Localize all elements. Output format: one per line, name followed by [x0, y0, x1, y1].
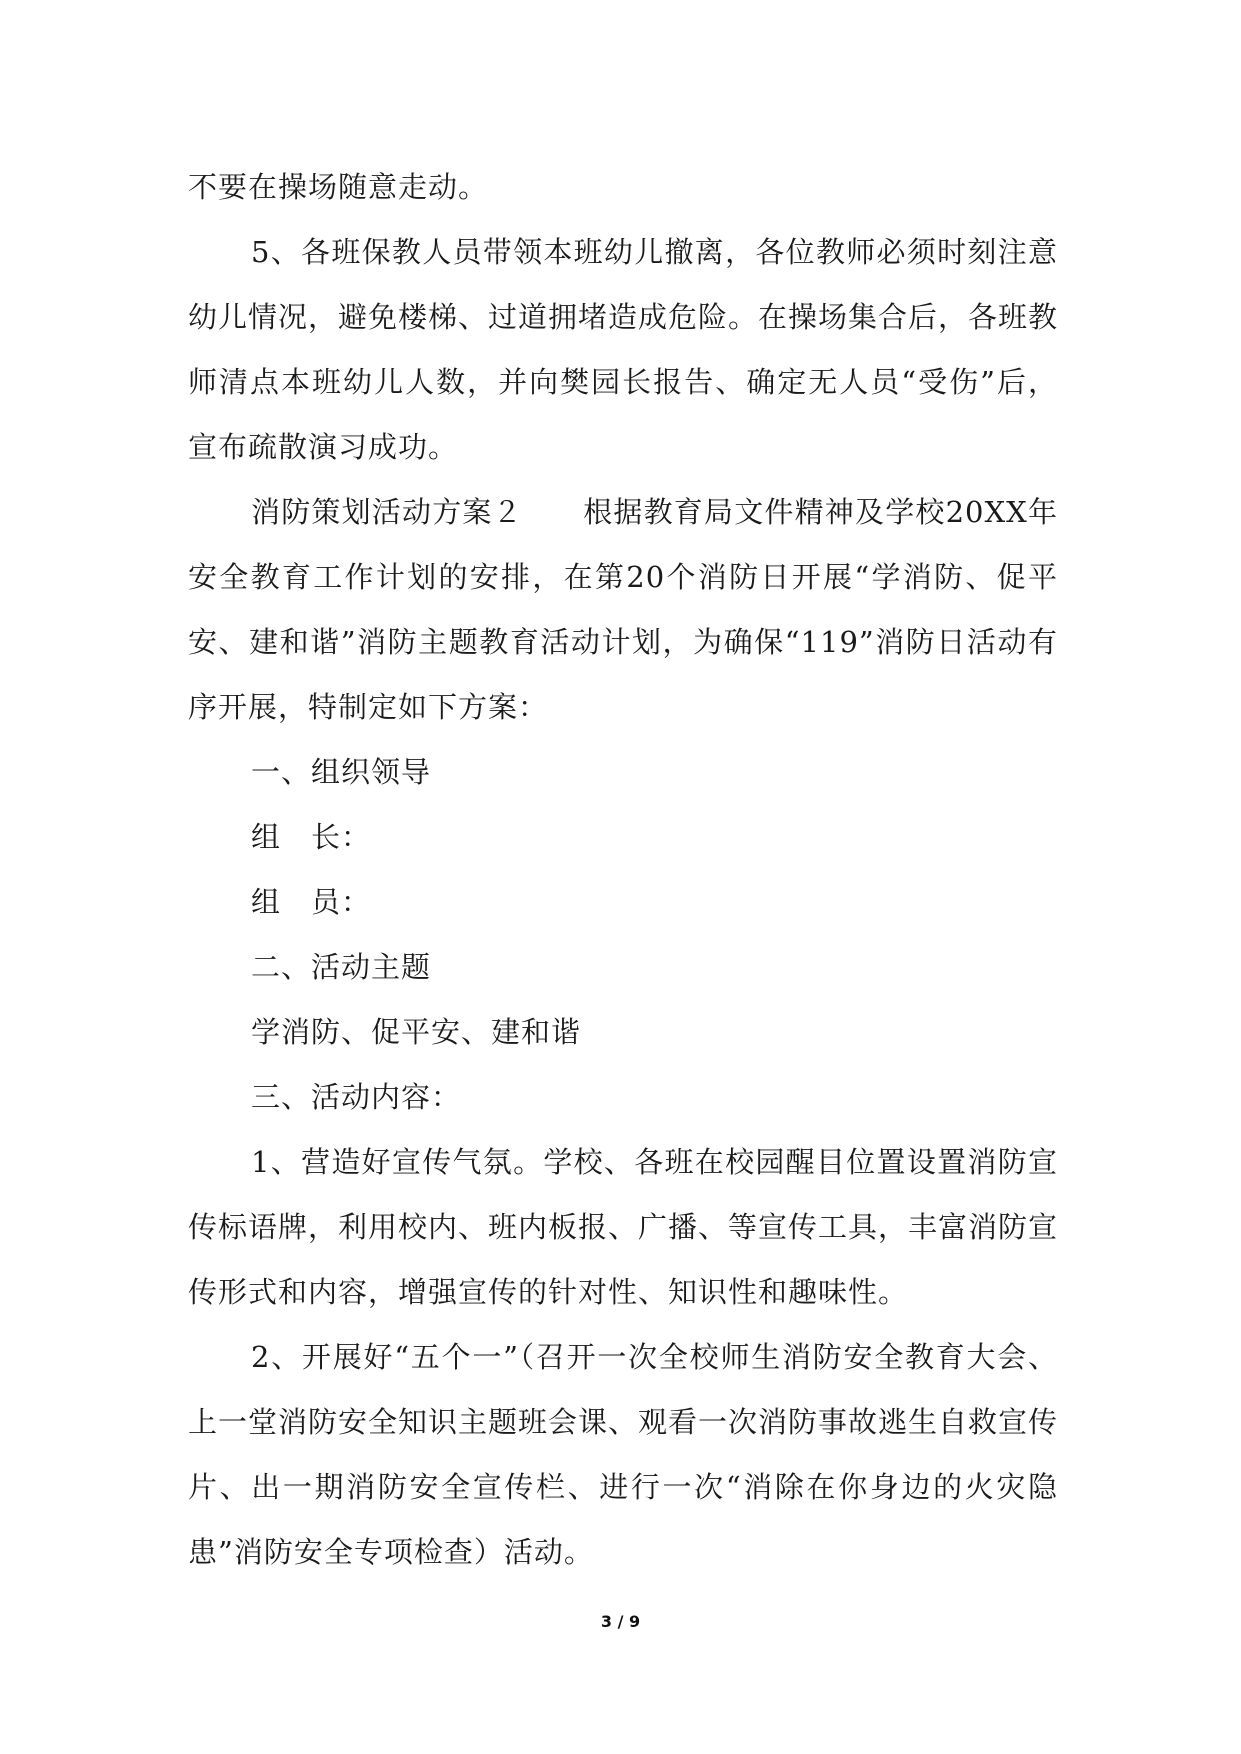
- paragraph-step-5: 5、各班保教人员带领本班幼儿撤离，各位教师必须时刻注意幼儿情况，避免楼梯、过道拥堵造成危险。在操场集合后，各班教师清点本班幼儿人数，并向樊园长报告、确定无人员“受伤”后，宣布疏散演习成功。: [188, 235, 1059, 464]
- heading-activity-theme: 二、活动主题: [251, 950, 432, 984]
- paragraph-content-2: 2、开展好“五个一”（召开一次全校师生消防安全教育大会、上一堂消防安全知识主题班会课、观看一次消防事故逃生自救宣传片、出一期消防安全宣传栏、进行一次“消除在你身边的火灾隐患”消防安全专项检查）活动。: [188, 1340, 1059, 1569]
- document-body: [188, 155, 1058, 1585]
- activity-theme-text: 学消防、促平安、建和谐: [251, 1015, 582, 1049]
- line-group-leader: 组 长：: [251, 820, 372, 854]
- paragraph-plan-2-intro: 消防策划活动方案２ 根据教育局文件精神及学校20XX年安全教育工作计划的安排，在第20个消防日开展“学消防、促平安、建和谐”消防主题教育活动计划，为确保“119”消防日活动有序开展，特制定如下方案：: [188, 495, 1058, 724]
- page-number: 3 / 9: [600, 1612, 641, 1631]
- line-group-members: 组 员：: [251, 885, 372, 919]
- paragraph-content-1: 1、营造好宣传气氛。学校、各班在校园醒目位置设置消防宣传标语牌，利用校内、班内板报、广播、等宣传工具，丰富消防宣传形式和内容，增强宣传的针对性、知识性和趣味性。: [188, 1145, 1059, 1309]
- paragraph-evacuation-note: 不要在操场随意走动。: [188, 170, 489, 204]
- heading-organization: 一、组织领导: [251, 755, 432, 789]
- heading-activity-content: 三、活动内容：: [251, 1080, 462, 1114]
